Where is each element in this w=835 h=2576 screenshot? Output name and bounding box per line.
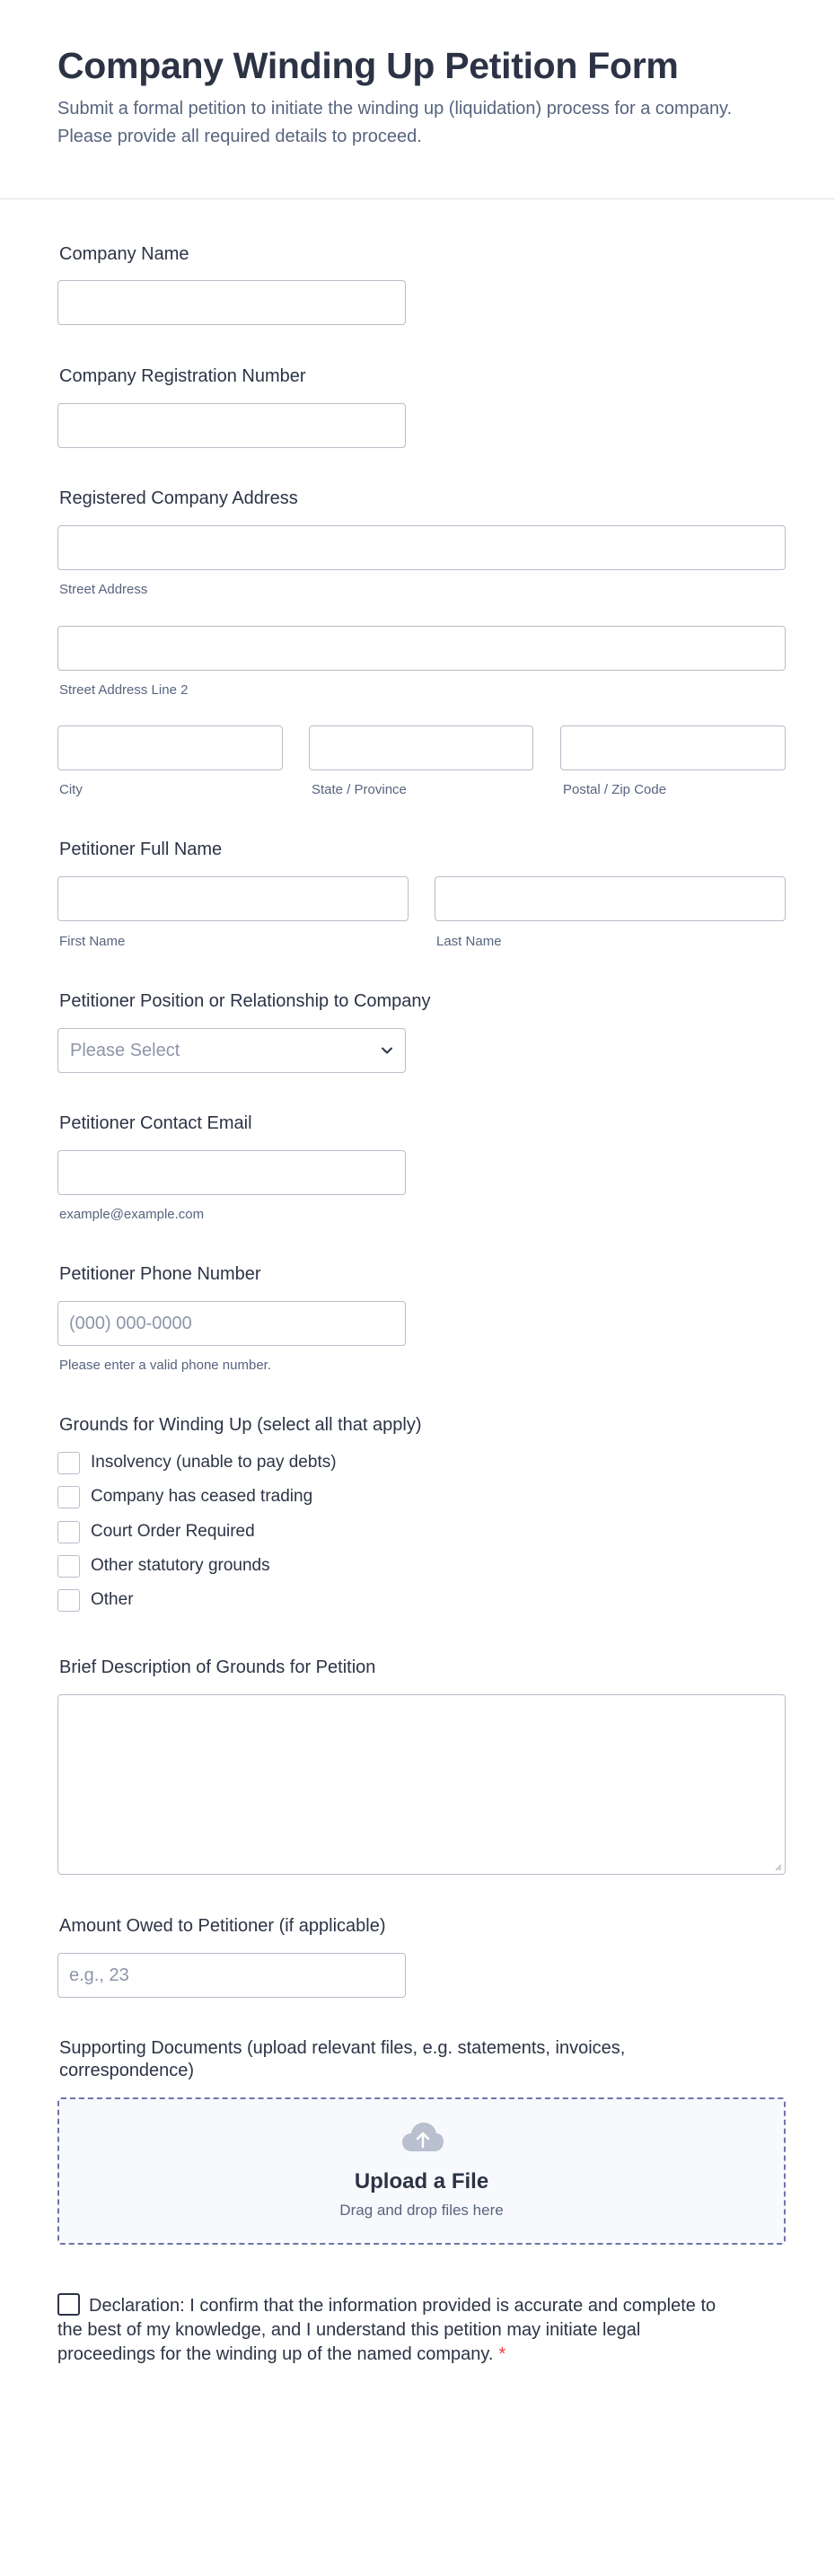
grounds-checkbox[interactable]	[57, 1452, 80, 1474]
city-sublabel: City	[59, 782, 83, 797]
upload-title: Upload a File	[354, 2169, 489, 2194]
grounds-option-label: Other	[91, 1590, 134, 1609]
address-label: Registered Company Address	[59, 488, 298, 508]
phone-input[interactable]	[57, 1301, 406, 1346]
street-address-input[interactable]	[57, 525, 786, 570]
position-select-value: Please Select	[70, 1041, 180, 1060]
street-address-line2-input[interactable]	[57, 626, 786, 671]
grounds-checkbox[interactable]	[57, 1486, 80, 1508]
grounds-option-label: Other statutory grounds	[91, 1556, 270, 1575]
street-address-line2-sublabel: Street Address Line 2	[59, 682, 189, 698]
declaration-text: Declaration: I confirm that the information provided is accurate and complete to the best of my knowledge, and I understand this petition may initiate legal proceedings for the winding up of the named company.	[57, 2296, 716, 2364]
grounds-checkbox[interactable]	[57, 1555, 80, 1578]
grounds-checkbox[interactable]	[57, 1589, 80, 1612]
grounds-option-label: Court Order Required	[91, 1522, 255, 1541]
registration-number-input[interactable]	[57, 403, 406, 448]
email-hint: example@example.com	[59, 1207, 205, 1222]
upload-hint: Drag and drop files here	[339, 2202, 504, 2219]
first-name-input[interactable]	[57, 876, 409, 921]
amount-label: Amount Owed to Petitioner (if applicable)	[59, 1916, 386, 1936]
cloud-upload-icon	[400, 2121, 445, 2155]
grounds-checkbox[interactable]	[57, 1521, 80, 1543]
resize-grip-icon[interactable]	[773, 1862, 782, 1871]
first-name-sublabel: First Name	[59, 934, 126, 949]
position-select[interactable]	[57, 1028, 406, 1073]
documents-label-line1: Supporting Documents (upload relevant files, e.g. statements, invoices,	[59, 2038, 626, 2058]
company-name-input[interactable]	[57, 280, 406, 325]
form-header	[0, 0, 835, 199]
company-name-label: Company Name	[59, 244, 189, 264]
documents-label-line2: correspondence)	[59, 2061, 195, 2080]
petitioner-name-label: Petitioner Full Name	[59, 840, 223, 859]
state-input[interactable]	[309, 725, 533, 770]
file-upload-dropzone[interactable]	[57, 2097, 786, 2245]
form-subtitle: Submit a formal petition to initiate the winding up (liquidation) process for a company. Please provide all required details to proceed.	[57, 99, 733, 146]
chevron-down-icon	[378, 1042, 396, 1059]
phone-label: Petitioner Phone Number	[59, 1264, 261, 1284]
description-label: Brief Description of Grounds for Petition	[59, 1657, 376, 1677]
phone-hint: Please enter a valid phone number.	[59, 1358, 271, 1373]
declaration-row	[57, 2293, 722, 2367]
last-name-sublabel: Last Name	[436, 934, 502, 949]
state-sublabel: State / Province	[312, 782, 407, 797]
street-address-sublabel: Street Address	[59, 582, 148, 597]
postal-code-sublabel: Postal / Zip Code	[563, 782, 667, 797]
grounds-label: Grounds for Winding Up (select all that apply)	[59, 1415, 422, 1435]
city-input[interactable]	[57, 725, 283, 770]
grounds-option-label: Company has ceased trading	[91, 1487, 313, 1506]
email-label: Petitioner Contact Email	[59, 1113, 252, 1133]
position-label: Petitioner Position or Relationship to Company	[59, 991, 431, 1011]
last-name-input[interactable]	[435, 876, 786, 921]
description-textarea[interactable]	[57, 1694, 786, 1875]
form-title: Company Winding Up Petition Form	[57, 45, 679, 86]
postal-code-input[interactable]	[560, 725, 786, 770]
grounds-option-label: Insolvency (unable to pay debts)	[91, 1453, 337, 1472]
email-input[interactable]	[57, 1150, 406, 1195]
required-asterisk: *	[498, 2344, 506, 2364]
registration-number-label: Company Registration Number	[59, 366, 306, 386]
declaration-checkbox[interactable]	[57, 2293, 80, 2316]
amount-input[interactable]	[57, 1953, 406, 1998]
